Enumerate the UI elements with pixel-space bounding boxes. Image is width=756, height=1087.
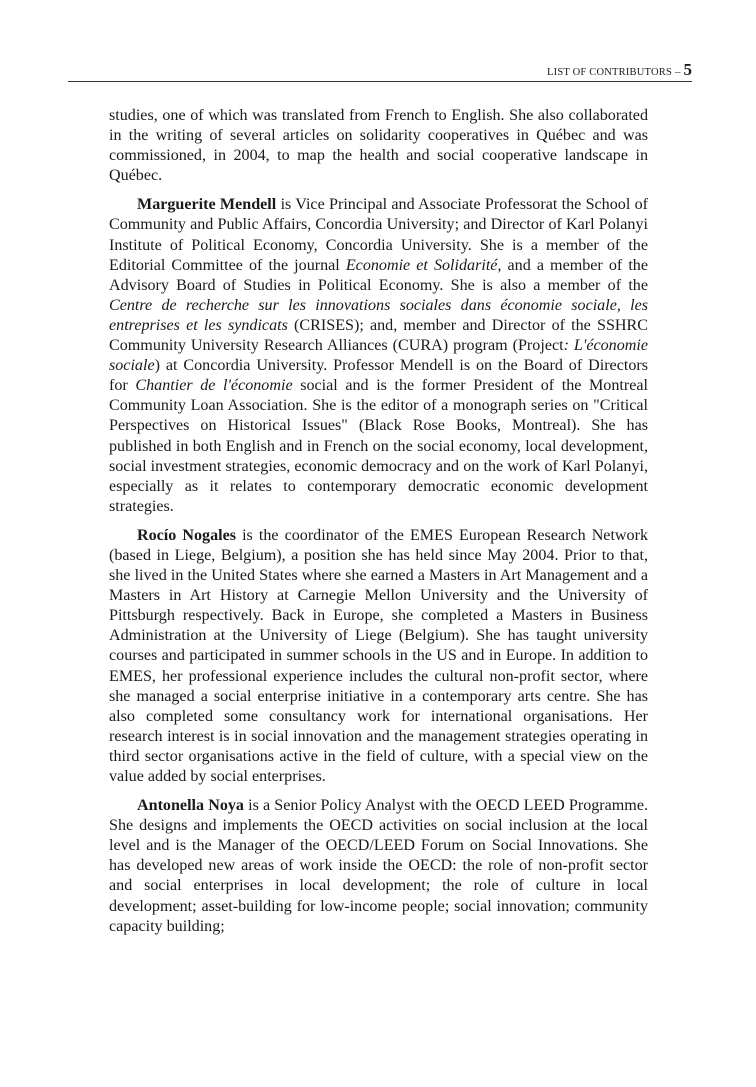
body-text: [109, 106, 648, 946]
contributor-name: Marguerite Mendell: [137, 196, 277, 214]
paragraph-nogales: [109, 526, 648, 787]
running-title: LIST OF CONTRIBUTORS: [547, 67, 672, 78]
centre-name: Centre de recherche sur les innovations sociales dans économie sociale, les entreprises et les syndicats: [109, 296, 648, 334]
text-segment: , and a member of the Advisory Board of Studies in Political Economy. She is also a member of the: [109, 256, 648, 294]
contributor-name: Antonella Noya: [137, 797, 244, 815]
organisation-name: Chantier de l'économie: [135, 377, 293, 395]
paragraph-noya: [109, 796, 648, 937]
text-segment: is a Senior Policy Analyst with the OECD LEED Programme. She designs and implements the OECD activities on social inclusion at the local level and is the Manager of the OECD/LEED Forum on Social Innovations. She has developed new areas of work inside the OECD: the role of non-profit sector and social enterprises in local development; the role of culture in local development; asset-building for low-income people; social innovation; community capacity building;: [109, 797, 648, 935]
contributor-name: Rocío Nogales: [137, 526, 237, 544]
text-segment: ) at Concordia University. Professor Mendell is on the Board of Directors for: [109, 357, 648, 395]
paragraph-mendell: [109, 195, 648, 517]
header-separator: –: [675, 66, 681, 78]
running-header: [68, 58, 692, 82]
text-segment: social and is the former President of the Montreal Community Loan Association. She is the editor of a monograph series on "Critical Perspectives on Historical Issues" (Black Rose Books, Montreal). She has published in both English and in French on the social economy, local development, social investment strategies, economic democracy and on the work of Karl Polanyi, especially as it relates to contemporary democratic economic development strategies.: [109, 377, 648, 515]
paragraph-continuation: [109, 106, 648, 186]
text-segment: studies, one of which was translated from French to English. She also collaborated in the writing of several articles on solidarity cooperatives in Québec and was commissioned, in 2004, to map the health and social cooperative landscape in Québec.: [109, 107, 648, 185]
text-segment: is Vice Principal and Associate Professorat the School of Community and Public Affairs, Concordia University; and Director of Karl Polanyi Institute of Political Economy, Concordia University. She is a member of the Editorial Committee of the journal: [109, 196, 648, 274]
page-number: 5: [683, 60, 692, 79]
journal-title: Economie et Solidarité: [345, 256, 498, 274]
project-name: : L'économie sociale: [109, 337, 648, 375]
text-segment: (CRISES); and, member and Director of the SSHRC Community University Research Alliances (CURA) program (Project: [109, 316, 648, 355]
text-segment: is the coordinator of the EMES European Research Network (based in Liege, Belgium), a position she has held since May 2004. Prior to that, she lived in the United States where she earned a Masters in Art Management and a Masters in Art History at Carnegie Mellon University and the University of Pittsburgh respectively. Back in Europe, she completed a Masters in Business Administration at the University of Liege (Belgium). She has taught university courses and participated in summer schools in the US and in Europe. In addition to EMES, her professional experience includes the cultural non-profit sector, where she managed a social enterprise initiative in a contemporary arts centre. She has also completed some consultancy work for international organisations. Her research interest is in social innovation and the management strategies operating in third sector organisations active in the field of culture, with a special view on the value added by social enterprises.: [109, 526, 649, 785]
